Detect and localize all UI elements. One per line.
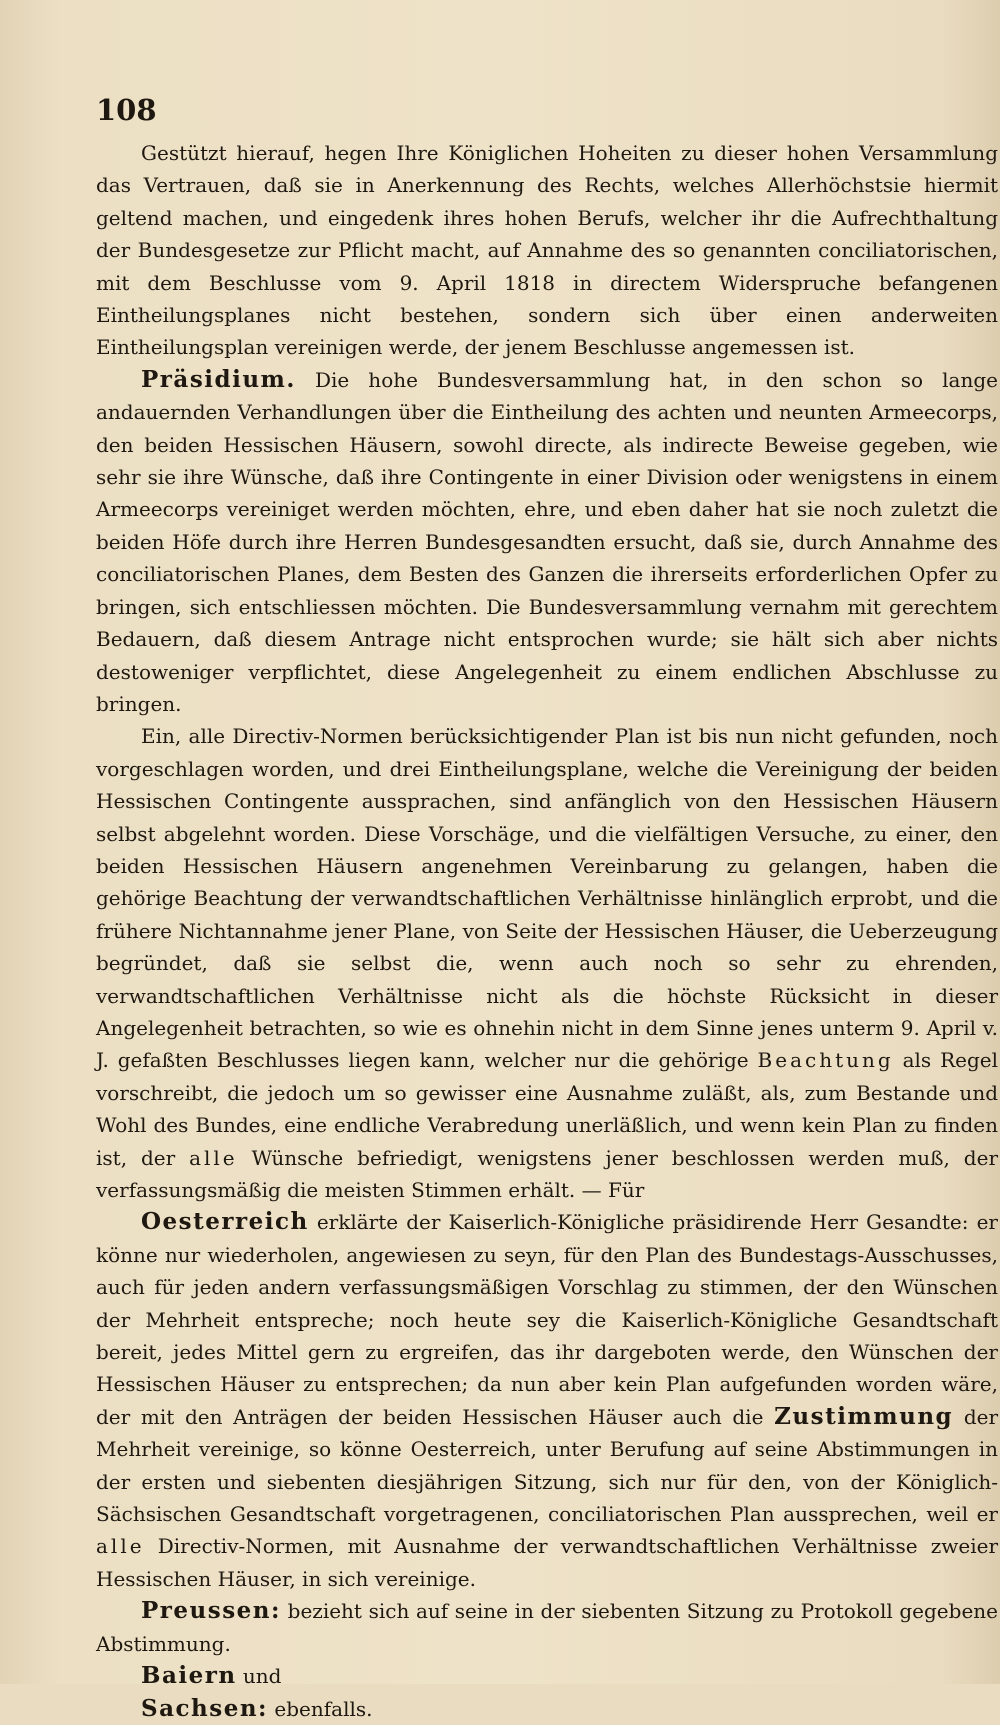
emphasis-alle-1: alle: [189, 1145, 238, 1170]
paragraph-oesterreich: [96, 1206, 998, 1595]
emphasis-beachtung: Beachtung: [757, 1048, 894, 1073]
paragraph-plan-discussion: [96, 720, 998, 1206]
paragraph-praesidium: [96, 364, 998, 720]
paragraph-preussen: [96, 1595, 998, 1660]
speaker-preussen: Preussen:: [141, 1597, 282, 1625]
page-number: 108: [96, 93, 157, 127]
body-text: [96, 137, 998, 1725]
emphasis-zustimmung: Zustimmung: [774, 1402, 954, 1430]
speaker-praesidium: Präsidium.: [141, 365, 296, 393]
oesterreich-text-1: erklärte der Kaiserlich-Königliche präsidirende Herr Gesandte: er könne nur wiederholen, angewiesen zu seyn, für den Plan des Bundestags-Ausschusses, auch für jeden andern verfassungsmäßigen Vorschlag zu stimmen, der den Wünschen der Mehrheit entspreche; noch heute sey die Kaiserlich-Königliche Gesandtschaft bereit, jedes Mittel gern zu ergreifen, das ihr dargeboten werde, den Wünschen der Hessischen Häuser zu entsprechen; da nun aber kein Plan aufgefunden worden wäre, der mit den Anträgen der beiden Hessischen Häuser auch die: [96, 1210, 998, 1429]
emphasis-alle-2: alle: [96, 1534, 145, 1559]
preussen-text: bezieht sich auf seine in der siebenten Sitzung zu Protokoll gegebene Abstimmung.: [96, 1599, 998, 1656]
praesidium-statement-1: Die hohe Bundesversammlung hat, in den schon so lange andauernden Verhandlungen über die Eintheilung des achten und neunten Armeecorps, den beiden Hessischen Häusern, sowohl directe, als indirecte Beweise gegeben, wie sehr sie ihre Wünsche, daß ihre Contingente in einer Division oder wenigstens in einem Armeecorps vereiniget werden möchten, ehre, und eben daher hat sie noch zuletzt die beiden Höfe durch ihre Herren Bundesgesandten ersucht, daß sie, durch Annahme des conciliatorischen Planes, dem Besten des Ganzen die ihrerseits erforderlichen Opfer zu bringen, sich entschliessen möchten.: [96, 367, 998, 619]
paragraph-petition: Gestützt hierauf, hegen Ihre Königlichen Hoheiten zu dieser hohen Versammlung das Vertrauen, daß sie in Anerkennung des Rechts, welches Allerhöchstsie hiermit geltend machen, und eingedenk ihres hohen Berufs, welcher ihr die Aufrechthaltung der Bundesgesetze zur Pflicht macht, auf Annahme des so genannten conciliatorischen, mit dem Beschlusse vom 9. April 1818 in directem Widerspruche befangenen Eintheilungsplanes nicht bestehen, sondern sich über einen anderweiten Eintheilungsplan vereinigen werde, der jenem Beschlusse angemessen ist.: [96, 141, 998, 360]
speaker-baiern: Baiern: [141, 1662, 237, 1690]
paragraph-sachsen: [141, 1693, 998, 1725]
oesterreich-text-2: der Mehrheit vereinige, so könne Oesterreich, unter Berufung auf seine Abstimmungen in der ersten und siebenten diesjährigen Sitzung, sich nur für den, von der Königlich-Sächsischen Gesandtschaft vorgetragenen, conciliatorischen Plan aussprechen, weil er: [96, 1404, 999, 1527]
sachsen-text: ebenfalls.: [274, 1696, 373, 1721]
plan-text-2: als Regel vorschreibt, die jedoch um so gewisser eine Ausnahme zuläßt, als, zum Bestande und Wohl des Bundes, eine endliche Verabredung unerläßlich, und wenn kein Plan zu finden ist, der: [96, 1048, 999, 1170]
speaker-sachsen: Sachsen:: [141, 1694, 269, 1722]
praesidium-statement-2: Die Bundesversammlung vernahm mit gerechtem Bedauern, daß diesem Antrage nicht entsprochen wurde; sie hält sich aber nichts destoweniger verpflichtet, diese Angelegenheit zu einem endlichen Abschlusse zu bringen.: [96, 594, 998, 716]
plan-text-3: Wünsche befriedigt, wenigstens jener beschlossen werden muß, der verfassungsmäßig die meisten Stimmen erhält. — Für: [96, 1145, 998, 1202]
oesterreich-text-3: Directiv-Normen, mit Ausnahme der verwandtschaftlichen Verhältnisse zweier Hessischen Häuser, in sich vereinige.: [96, 1534, 999, 1591]
baiern-text: und: [242, 1664, 282, 1689]
paragraph-baiern: [141, 1660, 998, 1692]
speaker-oesterreich: Oesterreich: [141, 1208, 309, 1236]
plan-text-1: Ein, alle Directiv-Normen berücksichtigender Plan ist bis nun nicht gefunden, noch vorgeschlagen worden, und drei Eintheilungsplane, welche die Vereinigung der beiden Hessischen Contingente aussprachen, sind anfänglich von den Hessischen Häusern selbst abgelehnt worden. Diese Vorschäge, und die vielfältigen Versuche, zu einer, den beiden Hessischen Häusern angenehmen Vereinbarung zu gelangen, haben die gehörige Beachtung der verwandtschaftlichen Verhältnisse hinlänglich erprobt, und die frühere Nichtannahme jener Plane, von Seite der Hessischen Häuser, die Ueberzeugung begründet, daß sie selbst die, wenn auch noch so sehr zu ehrenden, verwandtschaftlichen Verhältnisse nicht als die höchste Rücksicht in dieser Angelegenheit betrachten, so wie es ohnehin nicht in dem Sinne jenes unterm 9. April v. J. gefaßten Beschlusses liegen kann, welcher nur die gehörige: [96, 724, 998, 1073]
